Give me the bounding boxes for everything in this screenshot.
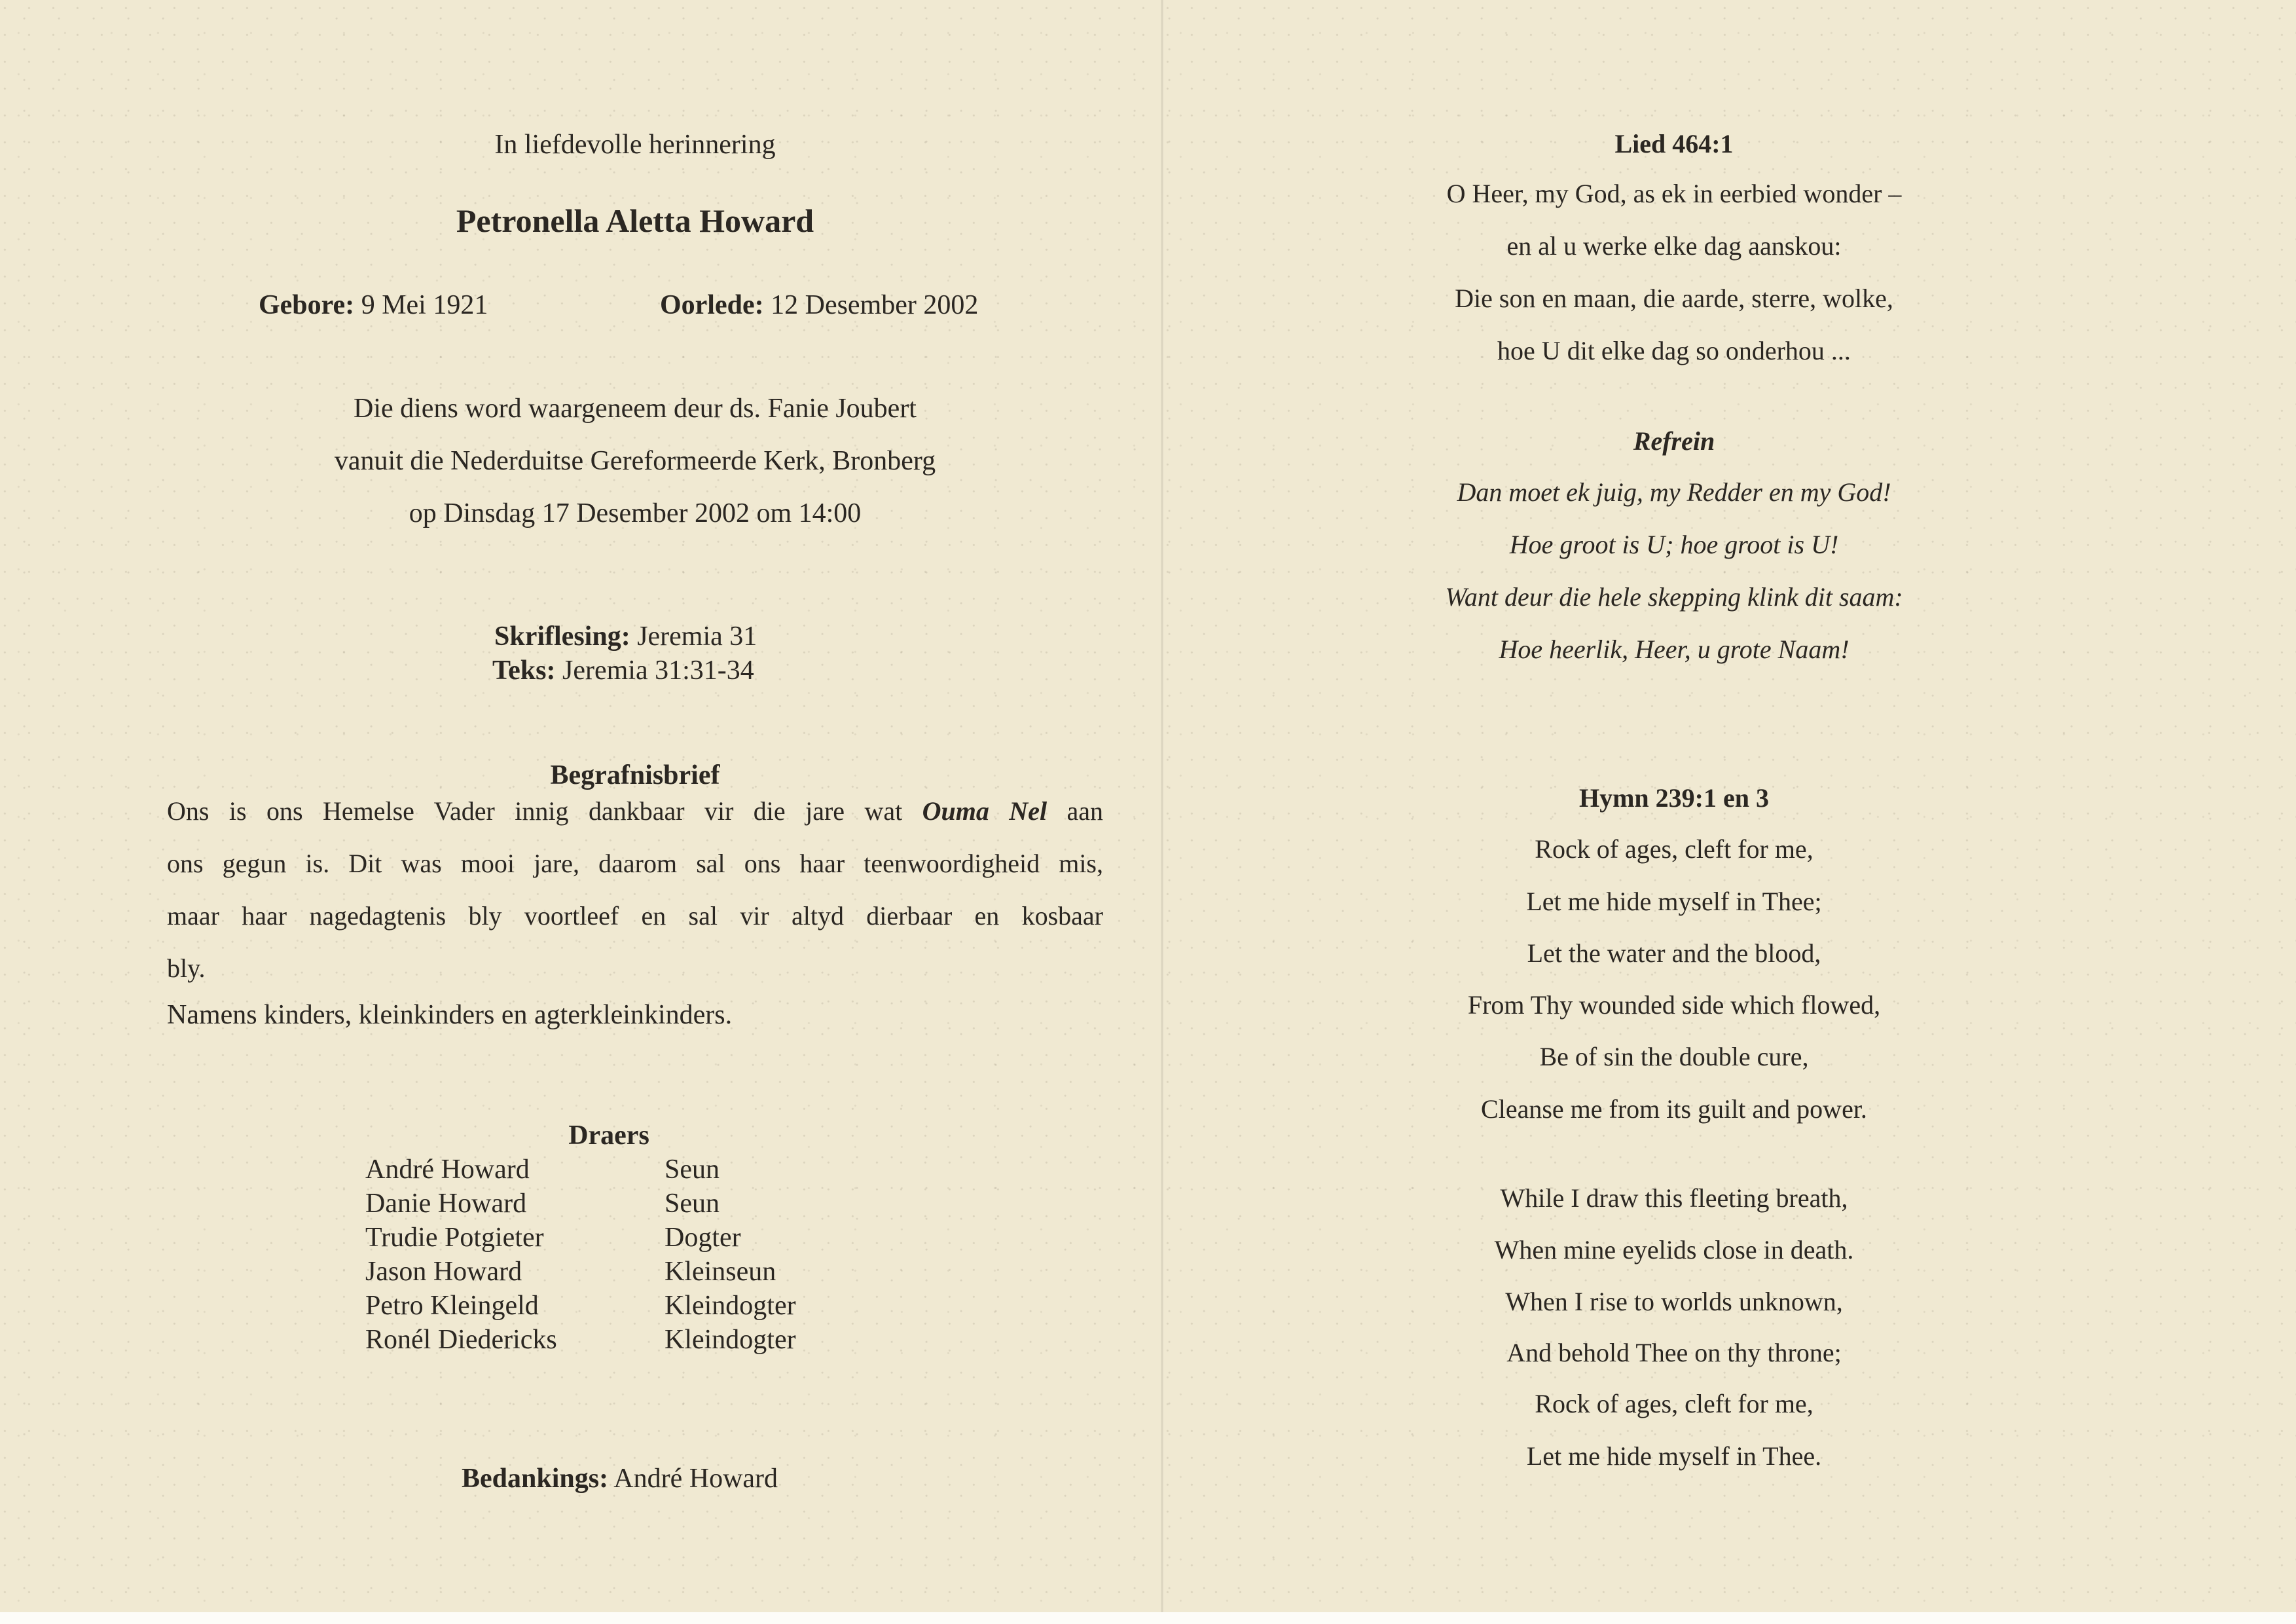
bearer-name: Petro Kleingeld (365, 1291, 539, 1321)
verse2-line: While I draw this fleeting breath, (1500, 1183, 1848, 1213)
died-label: Oorlede: (660, 290, 764, 320)
born-value: 9 Mei 1921 (361, 290, 488, 320)
letter-signoff: Namens kinders, kleinkinders en agterkleinkinders. (167, 1000, 733, 1030)
bearer-relation: Kleinseun (665, 1257, 776, 1287)
hymn1-line: O Heer, my God, as ek in eerbied wonder – (1446, 179, 1902, 208)
funeral-letter (167, 785, 1103, 995)
letter-heading: Begrafnisbrief (550, 760, 720, 790)
refrain-line: Hoe groot is U; hoe groot is U! (1509, 530, 1839, 559)
right-page (1163, 0, 2296, 1612)
thanks-value: André Howard (613, 1464, 778, 1494)
bearer-name: André Howard (365, 1154, 530, 1185)
letter-line: Ons is ons Hemelse Vader innig dankbaar vir die jare wat Ouma Nel aan (167, 796, 1103, 826)
hymn1-line: en al u werke elke dag aanskou: (1506, 231, 1842, 261)
hymn2-title: Hymn 239:1 en 3 (1579, 783, 1769, 813)
refrain-line: Hoe heerlik, Heer, u grote Naam! (1499, 635, 1850, 664)
bearer-name: Trudie Potgieter (365, 1223, 544, 1253)
verse1-line: From Thy wounded side which flowed, (1467, 990, 1881, 1020)
verse2-line: And behold Thee on thy throne; (1506, 1338, 1842, 1367)
verse2-line: Rock of ages, cleft for me, (1535, 1389, 1813, 1418)
letter-line: ons gegun is. Dit was mooi jare, daarom sal ons haar teenwoordigheid mis, (167, 849, 1103, 878)
hymn1-line: hoe U dit elke dag so onderhou ... (1497, 336, 1851, 365)
service-line-3: op Dinsdag 17 Desember 2002 om 14:00 (409, 498, 862, 528)
reading-value: Jeremia 31 (637, 621, 757, 652)
bearer-relation: Seun (665, 1154, 720, 1185)
hymn1-line: Die son en maan, die aarde, sterre, wolke, (1455, 284, 1893, 313)
service-line-1: Die diens word waargeneem deur ds. Fanie Joubert (354, 394, 917, 424)
deceased-name: Petronella Aletta Howard (456, 202, 814, 239)
bearer-relation: Dogter (665, 1223, 741, 1253)
bearer-name: Danie Howard (365, 1189, 527, 1219)
verse1-line: Be of sin the double cure, (1539, 1042, 1809, 1071)
text-label: Teks: (492, 655, 556, 686)
bearer-relation: Seun (665, 1189, 720, 1219)
bearer-relation: Kleindogter (665, 1291, 796, 1321)
scripture-reading (494, 621, 757, 652)
verse1-line: Cleanse me from its guilt and power. (1481, 1094, 1867, 1124)
died-value: 12 Desember 2002 (771, 290, 979, 320)
paper-bottom-edge (0, 1612, 2296, 1624)
memorial-heading: In liefdevolle herinnering (494, 130, 776, 160)
death-date (660, 289, 978, 321)
bearer-relation: Kleindogter (665, 1325, 796, 1355)
letter-line: bly. (167, 953, 206, 983)
letter-line: maar haar nagedagtenis bly voortleef en sal vir altyd dierbaar en kosbaar (167, 901, 1103, 931)
thanks-label: Bedankings: (462, 1464, 609, 1494)
verse2-line: When I rise to worlds unknown, (1505, 1287, 1843, 1316)
ouma-nel: Ouma Nel (922, 796, 1048, 826)
bearers-heading: Draers (568, 1120, 649, 1151)
service-line-2: vanuit die Nederduitse Gereformeerde Kerk, Bronberg (334, 446, 936, 476)
refrain-line: Want deur die hele skepping klink dit saam: (1445, 582, 1903, 612)
text-value: Jeremia 31:31-34 (562, 655, 754, 686)
refrain-title: Refrein (1633, 426, 1715, 456)
verse2-line: When mine eyelids close in death. (1494, 1235, 1854, 1264)
birth-date (259, 289, 488, 321)
sermon-text (492, 655, 754, 686)
verse1-line: Rock of ages, cleft for me, (1535, 834, 1813, 864)
verse2-line: Let me hide myself in Thee. (1526, 1441, 1822, 1471)
refrain-line: Dan moet ek juig, my Redder en my God! (1457, 477, 1891, 507)
bearer-name: Ronél Diedericks (365, 1325, 557, 1355)
reading-label: Skriflesing: (494, 621, 630, 652)
hymn1-title: Lied 464:1 (1614, 129, 1734, 158)
bearer-name: Jason Howard (365, 1257, 522, 1287)
born-label: Gebore: (259, 290, 355, 320)
verse1-line: Let the water and the blood, (1527, 938, 1821, 968)
thanks (462, 1463, 778, 1494)
verse1-line: Let me hide myself in Thee; (1526, 887, 1822, 916)
